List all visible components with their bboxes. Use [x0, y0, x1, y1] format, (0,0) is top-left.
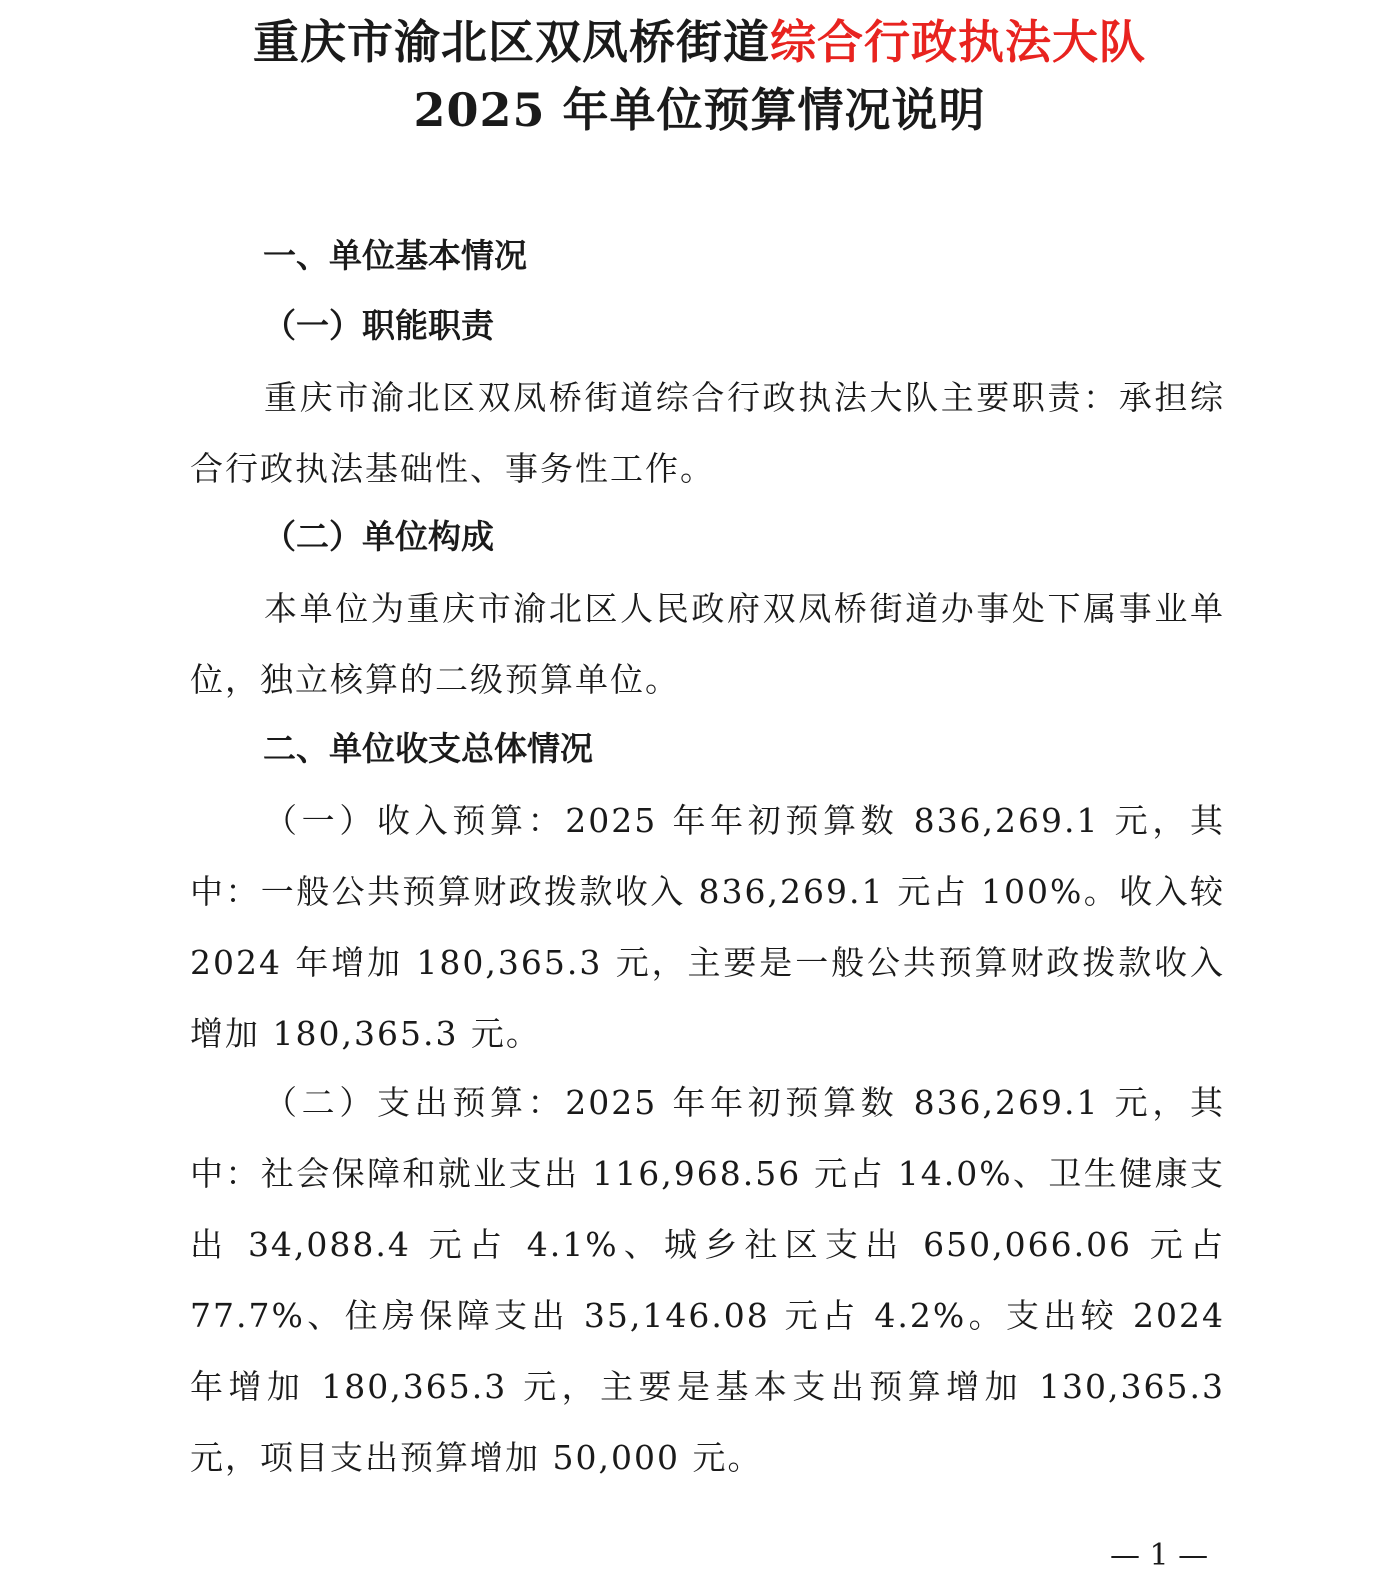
section1-heading: 一、单位基本情况	[263, 236, 527, 275]
section1-sub2-heading: （二）单位构成	[263, 517, 494, 556]
expense-budget-lead: （二）支出预算	[264, 1083, 528, 1122]
section1-sub2-text: 本单位为重庆市渝北区人民政府双凤桥街道办事处下属事业单位，独立核算的二级预算单位。	[190, 589, 1225, 699]
document-title-line1	[0, 12, 1399, 72]
title-red-part: 综合行政执法大队	[770, 15, 1146, 69]
document-title-line2: 2025 年单位预算情况说明	[413, 83, 986, 137]
section2-heading: 二、单位收支总体情况	[263, 729, 593, 768]
expense-budget-paragraph	[190, 1067, 1225, 1493]
income-budget-text: ：2025 年年初预算数 836,269.1 元，其中：一般公共预算财政拨款收入 836,269.1 元占 100%。收入较 2024 年增加 180,365.3 元，主要是一般公共预算财政拨款收入增加 180,365.3 元。	[190, 801, 1225, 1053]
section1-sub1-text: 重庆市渝北区双凤桥街道综合行政执法大队主要职责：承担综合行政执法基础性、事务性工作。	[190, 378, 1225, 488]
income-budget-paragraph	[190, 785, 1225, 1069]
title-black-part: 重庆市渝北区双凤桥街道	[253, 15, 770, 69]
section1-sub1-heading: （一）职能职责	[263, 306, 494, 345]
page-number: — 1 —	[1110, 1538, 1209, 1573]
income-budget-lead: （一）收入预算	[264, 801, 528, 840]
expense-budget-text: ：2025 年年初预算数 836,269.1 元，其中：社会保障和就业支出 116,968.56 元占 14.0%、卫生健康支出 34,088.4 元占 4.1%、城乡社区支出 650,066.06 元占 77.7%、住房保障支出 35,146.08 元占 4.2%。支出较 2024 年增加 180,365.3 元，主要是基本支出预算增加 130,365.3 元，项目支出预算增加 50,000 元。	[190, 1083, 1225, 1477]
